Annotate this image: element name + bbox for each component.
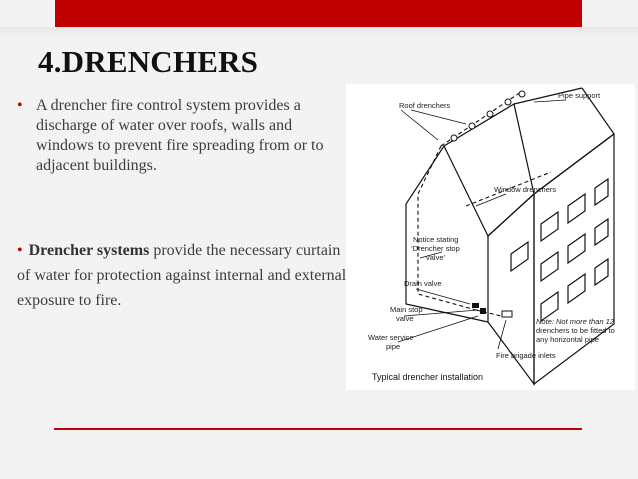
label-window-drenchers: Window drenchers [494,185,557,194]
roof-slope [444,104,534,236]
main-stop-valve-icon [480,308,486,314]
window [568,274,585,303]
label-roof-drenchers: Roof drenchers [399,101,451,110]
label-water-service-2: pipe [386,342,401,351]
note-line-1: Note: Not more than 12 [536,317,614,326]
drencher-diagram-svg [346,84,635,390]
drain-valve-icon [472,303,479,308]
note-line-2: drenchers to be fitted to [536,326,615,335]
label-main-stop-2: valve [396,314,414,323]
windows [511,179,608,321]
window [595,179,608,205]
bullet-item-2 [17,238,347,313]
label-notice-1: Notice stating [413,235,459,244]
window [595,219,608,245]
window [568,234,585,263]
label-notice-3: valve’ [426,253,446,262]
top-accent-bar [55,0,582,27]
bottom-accent-line [54,428,582,430]
label-water-service-1: Water service [368,333,414,342]
bullet-bold-text-2: Drencher systems [28,242,150,259]
label-drain-valve: Drain valve [404,279,442,288]
label-fire-brigade-inlets: Fire brigade inlets [496,351,556,360]
bullet-text-1: A drencher fire control system provides a discharge of water over roofs, walls and windows to prevent fire spreading from or to adjacent buildings. [36,97,324,174]
roof-drenchers [451,91,525,141]
fire-brigade-inlet-icon [502,311,512,317]
drencher-diagram [346,84,635,390]
window [595,259,608,285]
roof-drencher-head [469,123,475,129]
bullet-marker-1: • [17,97,23,114]
top-shadow-strip [0,27,638,39]
roof-drencher-head [505,99,511,105]
note-line-3: any horizontal pipe [536,335,599,344]
bullet-item-1 [17,96,347,176]
window [541,212,558,241]
roof-drencher-head [519,91,525,97]
label-notice-2: ‘Drencher stop [411,244,460,253]
label-pipe-support: Pipe support [558,91,601,100]
bullet-text-2: provide the necessary curtain of water for protection against internal and external exposure to fire. [17,242,347,309]
slide-title: 4.DRENCHERS [38,44,259,79]
window [511,242,528,271]
label-main-stop-1: Main stop [390,305,423,314]
figure-caption: Typical drencher installation [372,372,484,382]
window [568,194,585,223]
roof-drencher-head [487,111,493,117]
bullet-marker-2: • [17,242,23,259]
window [541,252,558,281]
roof-drencher-head [451,135,457,141]
